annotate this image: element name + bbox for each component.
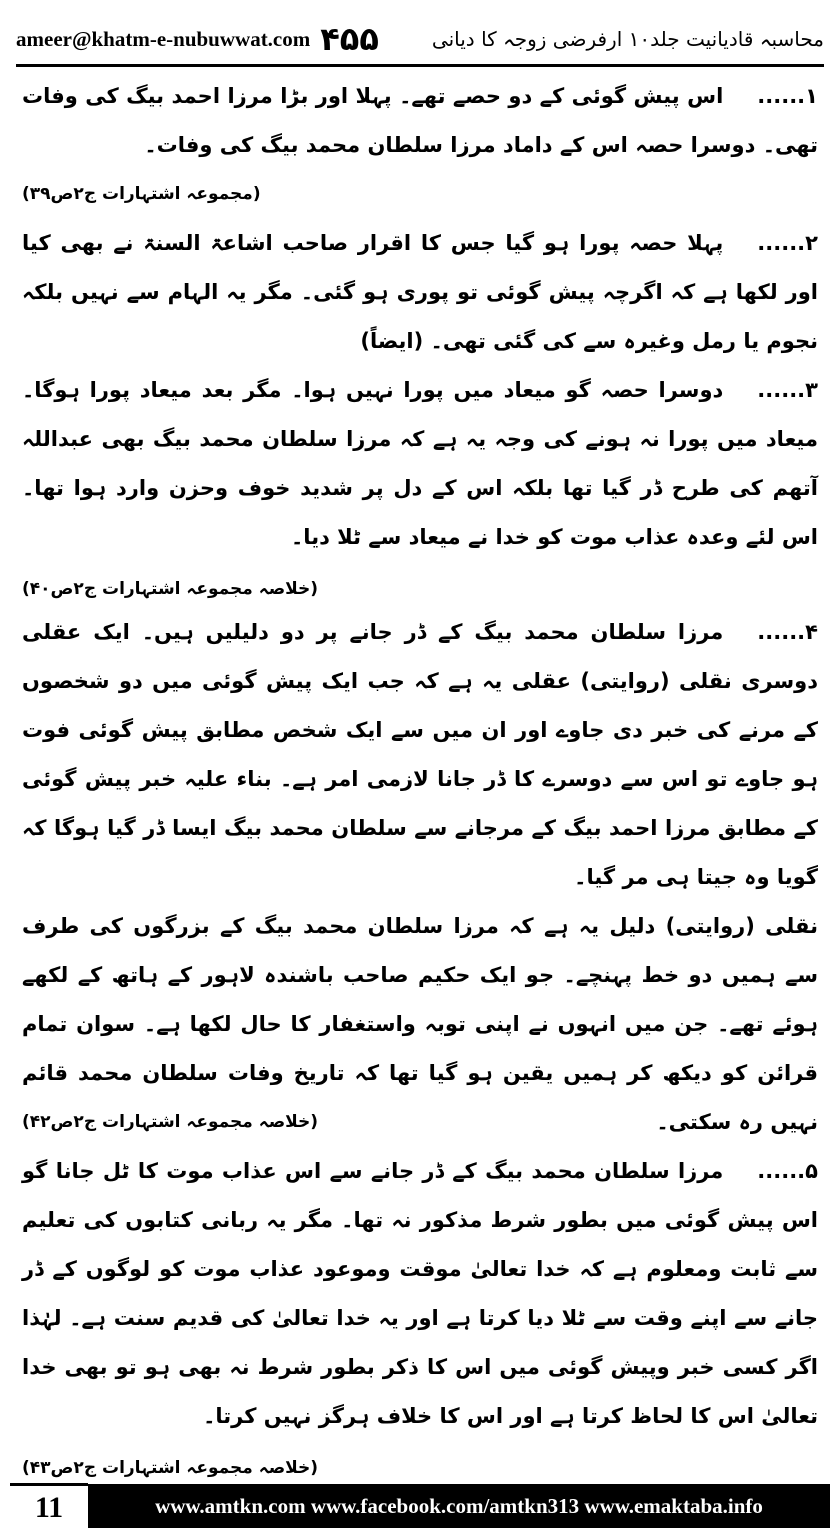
page-footer <box>10 1484 830 1528</box>
reference: (خلاصہ مجموعہ اشتہارات ج۲ص۴۲) <box>22 1112 319 1132</box>
paragraph-number: ۲...... <box>757 231 818 255</box>
paragraph-text: اس پیش گوئی کے دو حصے تھے۔ پہلا اور بڑا مرزا احمد بیگ کی وفات تھی۔ دوسرا حصہ اس کے داماد مرزا سلطان محمد بیگ کی وفات۔ <box>22 84 818 157</box>
footer-links[interactable]: www.amtkn.com www.facebook.com/amtkn313 www.emaktaba.info <box>88 1484 830 1528</box>
paragraph-4b <box>22 902 818 1147</box>
footer-page-number: 11 <box>10 1483 88 1530</box>
paragraph-3 <box>22 366 818 562</box>
page-header <box>16 14 824 67</box>
header-book-title: محاسبہ قادیانیت جلد۱۰ ارفرضی زوجہ کا دیانی <box>431 27 824 51</box>
reference: (خلاصہ مجموعہ اشتہارات ج۲ص۴۰) <box>22 579 319 599</box>
header-left <box>16 20 379 58</box>
paragraph-5 <box>22 1147 818 1441</box>
paragraph-text: مرزا سلطان محمد بیگ کے ڈر جانے سے اس عذاب موت کا ٹل جانا گو اس پیش گوئی میں بطور شرط مذکور نہ تھا۔ مگر یہ ربانی کتابوں کی تعلیم سے ثابت ومعلوم ہے کہ خدا تعالیٰ موقت وموعود عذاب موت کو لوگوں کے ڈر جانے سے اپنے وقت سے ٹلا دیا کرتا ہے اور یہ خدا تعالیٰ کی قدیم سنت ہے۔ لہٰذا اگر کسی خبر وپیش گوئی میں اس کا ذکر بطور شرط نہ بھی ہو تو بھی خدا تعالیٰ اس کا لحاظ کرتا ہے اور اس کا خلاف ہرگز نہیں کرتا۔ <box>22 1159 818 1428</box>
paragraph-2 <box>22 219 818 366</box>
paragraph-text: نقلی (روایتی) دلیل یہ ہے کہ مرزا سلطان محمد بیگ کے بزرگوں کی طرف سے ہمیں دو خط پہنچے۔ جو ایک حکیم صاحب باشندہ لاہور کے ہاتھ کے لکھے ہوئے تھے۔ جن میں انہوں نے اپنی توبہ واستغفار کا حال لکھا ہے۔ سوان تمام قرائن کو دیکھ کر ہمیں یقین ہو گیا تھا کہ تاریخ وفات سلطان محمد قائم نہیں رہ سکتی۔ <box>22 914 818 1134</box>
paragraph-number: ۴...... <box>757 620 818 644</box>
paragraph-number: ۳...... <box>757 378 818 402</box>
paragraph-text: پہلا حصہ پورا ہو گیا جس کا اقرار صاحب اشاعۃ السنۃ نے بھی کیا اور لکھا ہے کہ اگرچہ پیش گوئی تو پوری ہو گئی۔ مگر یہ الہام سے نہیں بلکہ نجوم یا رمل وغیرہ سے کی گئی تھی۔ (ایضاً) <box>22 231 818 353</box>
paragraph-number: ۱...... <box>757 84 818 108</box>
page-body <box>22 72 818 1478</box>
paragraph-number: ۵...... <box>757 1159 818 1183</box>
paragraph-text: دوسرا حصہ گو میعاد میں پورا نہیں ہوا۔ مگر بعد میعاد پورا ہوگا۔ میعاد میں پورا نہ ہونے کی وجہ یہ ہے کہ مرزا سلطان محمد بیگ بھی عبداللہ آتھم کی طرح ڈر گیا تھا بلکہ اس کے دل پر شدید خوف وحزن وارد ہوا تھا۔ اس لئے وعدہ عذاب موت کو خدا نے میعاد سے ٹلا دیا۔ <box>22 378 818 549</box>
paragraph-1 <box>22 72 818 204</box>
paragraph-4 <box>22 608 818 902</box>
paragraph-text: مرزا سلطان محمد بیگ کے ڈر جانے پر دو دلیلیں ہیں۔ ایک عقلی دوسری نقلی (روایتی) عقلی یہ ہے کہ جب ایک پیش گوئی میں دو شخصوں کے مرنے کی خبر دی جاوے اور ان میں سے ایک شخص مطابق پیش گوئی فوت ہو جاوے تو اس سے دوسرے کا ڈر جانا لازمی امر ہے۔ بناء علیہ خبر پیش گوئی کے مطابق مرزا احمد بیگ کے مرجانے سے سلطان محمد بیگ ایسا ڈر گیا ہوگا کہ گویا وہ جیتا ہی مر گیا۔ <box>22 620 818 889</box>
header-email: ameer@khatm-e-nubuwwat.com <box>16 26 311 51</box>
reference: (خلاصہ مجموعہ اشتہارات ج۲ص۴۳) <box>22 1458 319 1478</box>
header-page-number: ۴۵۵ <box>320 20 379 58</box>
reference: (مجموعہ اشتہارات ج۲ص۳۹) <box>22 184 261 204</box>
